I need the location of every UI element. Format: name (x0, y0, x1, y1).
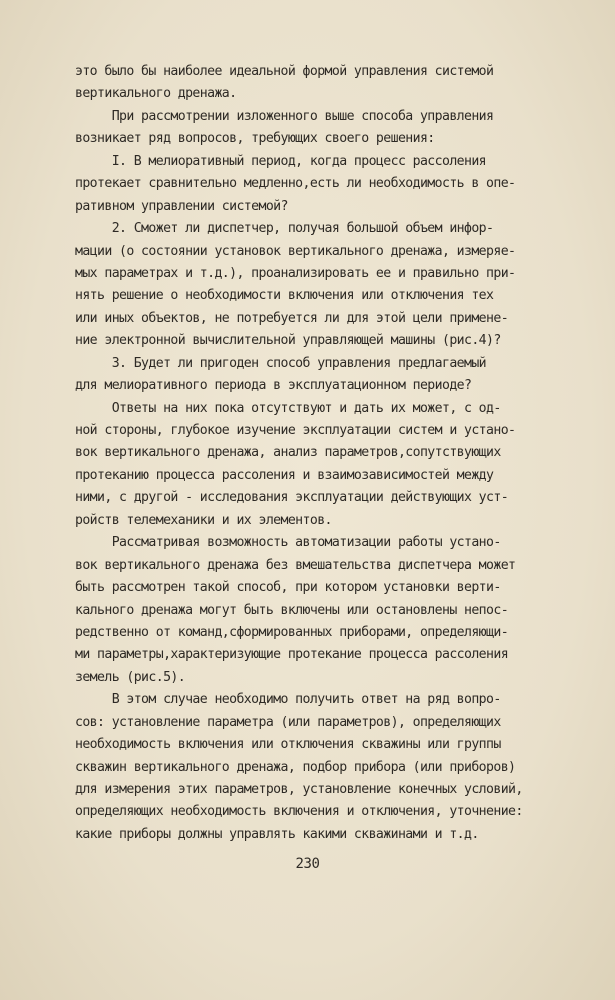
text-line: какие приборы должны управлять какими скважинами и т.д. (75, 826, 479, 842)
text-line: ними, с другой - исследования эксплуатации действующих уст- (75, 490, 509, 506)
text-line: нять решение о необходимости включения или отключения тех (75, 288, 494, 304)
text-line: вертикального дренажа. (75, 86, 237, 102)
text-line: Рассматривая возможность автоматизации работы устано- (75, 535, 501, 551)
text-line: I. В мелиоративный период, когда процесс рассоления (75, 153, 487, 169)
body-text (75, 61, 575, 846)
text-line: вок вертикального дренажа, анализ параметров,сопутствующих (75, 445, 501, 461)
text-line: вок вертикального дренажа без вмешательства диспетчера может (75, 557, 516, 573)
text-line: скважин вертикального дренажа, подбор прибора (или приборов) (75, 759, 516, 775)
text-line: ной стороны, глубокое изучение эксплуатации систем и устано- (75, 423, 516, 438)
text-line: кального дренажа могут быть включены или остановлены непос- (75, 602, 509, 618)
text-line: ройств телемеханики и их элементов. (75, 512, 332, 528)
text-line: возникает ряд вопросов, требующих своего решения: (75, 131, 435, 147)
text-line: мых параметрах и т.д.), проанализировать ее и правильно при- (75, 265, 516, 281)
text-line: необходимость включения или отключения скважины или группы (75, 737, 501, 753)
text-line: сов: установление параметра (или параметров), определяющих (75, 714, 501, 730)
text-line: для мелиоративного периода в эксплуатационном периоде? (75, 378, 472, 394)
text-line: мации (о состоянии установок вертикального дренажа, измеряе- (75, 243, 516, 259)
text-line: 3. Будет ли пригоден способ управления предлагаемый (75, 355, 487, 371)
text-line: земель (рис.5). (75, 669, 186, 685)
text-line: определяющих необходимость включения и отключения, уточнение: (75, 804, 523, 820)
text-line: При рассмотрении изложенного выше способа управления (75, 108, 494, 124)
text-line: ми параметры,характеризующие протекание процесса рассоления (75, 647, 509, 663)
text-line: ние электронной вычислительной управляющей машины (рис.4)? (75, 333, 501, 349)
text-line: это было бы наиболее идеальной формой управления системой (75, 64, 494, 79)
text-line: Ответы на них пока отсутствуют и дать их может, с од- (75, 400, 501, 416)
text-line: протеканию процесса рассоления и взаимозависимостей между (75, 467, 494, 483)
text-line: В этом случае необходимо получить ответ на ряд вопро- (75, 692, 501, 708)
text-line: быть рассмотрен такой способ, при котором установки верти- (75, 580, 501, 596)
text-line: для измерения этих параметров, установление конечных условий, (75, 782, 523, 797)
text-line: редственно от команд,сформированных приборами, определяющи- (75, 624, 509, 640)
text-line: ративном управлении системой? (75, 198, 288, 214)
text-line: или иных объектов, не потребуется ли для этой цели примене- (75, 310, 509, 326)
page-number: 230 (295, 856, 320, 872)
text-line: 2. Сможет ли диспетчер, получая большой объем инфор- (75, 221, 494, 237)
text-line: протекает сравнительно медленно,есть ли необходимость в опе- (75, 176, 516, 192)
